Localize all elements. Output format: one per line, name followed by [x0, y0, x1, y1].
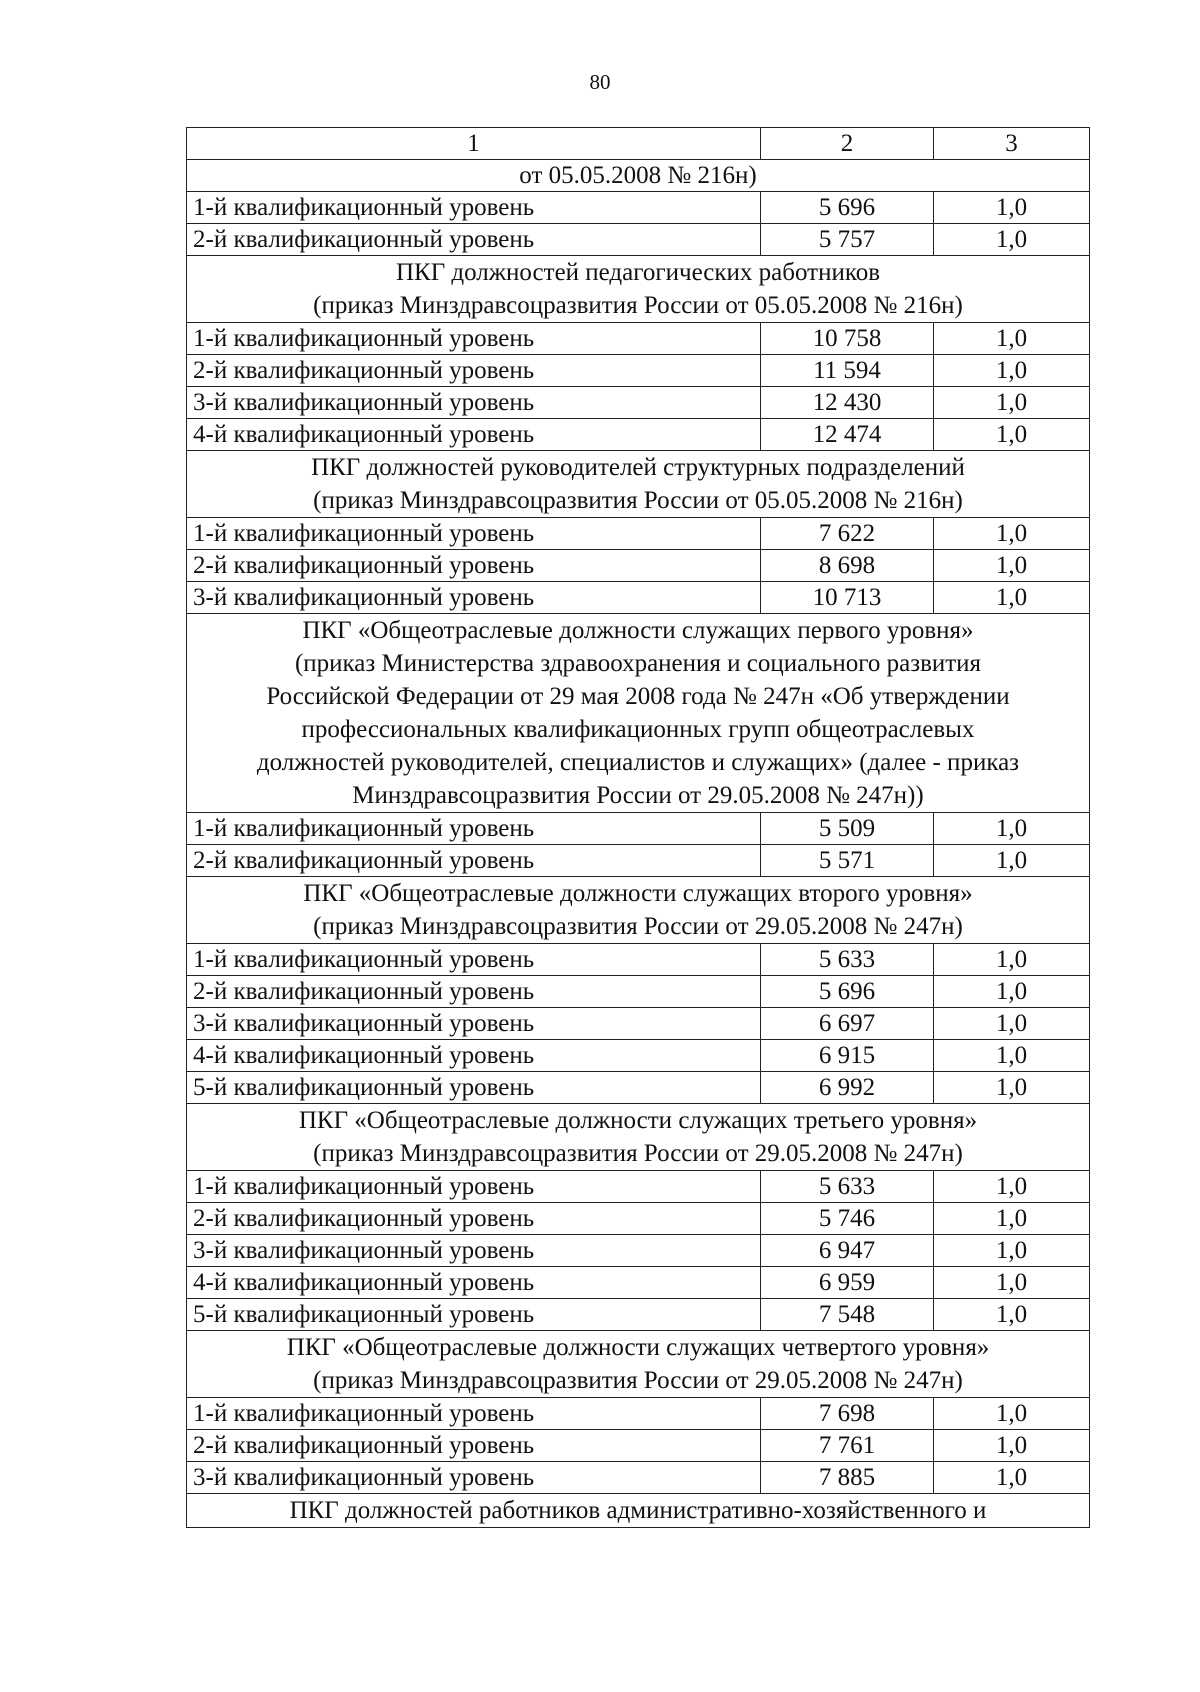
qualification-level-cell: 5-й квалификационный уровень [187, 1072, 761, 1104]
group-title-line: ПКГ должностей работников административно-хозяйственного и [289, 1497, 987, 1524]
header-col-1: 1 [187, 128, 761, 160]
salary-cell: 5 633 [761, 1171, 934, 1203]
qualification-level-cell: 1-й квалификационный уровень [187, 813, 761, 845]
table-row [187, 550, 1090, 582]
group-title-line: ПКГ должностей педагогических работников [395, 259, 881, 286]
coefficient-cell: 1,0 [934, 355, 1090, 387]
group-title-line: Минздравсоцразвития России от 29.05.2008 № 247н)) [352, 782, 924, 809]
coefficient-cell: 1,0 [934, 1203, 1090, 1235]
group-title [187, 1494, 1090, 1528]
table-row [187, 1008, 1090, 1040]
qualification-level-cell: 1-й квалификационный уровень [187, 192, 761, 224]
coefficient-cell: 1,0 [934, 976, 1090, 1008]
group-title-line: ПКГ «Общеотраслевые должности служащих первого уровня» [302, 617, 974, 644]
table-row [187, 1171, 1090, 1203]
group-header-row [187, 451, 1090, 518]
qualification-level-cell: 3-й квалификационный уровень [187, 1008, 761, 1040]
salary-cell: 11 594 [761, 355, 934, 387]
table-row [187, 845, 1090, 877]
coefficient-cell: 1,0 [934, 419, 1090, 451]
qualification-level-cell: 3-й квалификационный уровень [187, 387, 761, 419]
salary-cell: 6 947 [761, 1235, 934, 1267]
group-title [187, 614, 1090, 813]
coefficient-cell: 1,0 [934, 1235, 1090, 1267]
group-header-row [187, 1494, 1090, 1528]
group-title-line: (приказ Минздравсоцразвития России от 29.05.2008 № 247н) [313, 913, 963, 940]
group-title-line: (приказ Минздравсоцразвития России от 05.05.2008 № 216н) [313, 292, 963, 319]
coefficient-cell: 1,0 [934, 582, 1090, 614]
qualification-level-cell: 3-й квалификационный уровень [187, 1235, 761, 1267]
salary-cell: 10 758 [761, 323, 934, 355]
salary-cell: 7 548 [761, 1299, 934, 1331]
group-header-row [187, 614, 1090, 813]
group-title-line: ПКГ «Общеотраслевые должности служащих четвертого уровня» [286, 1334, 990, 1361]
salary-cell: 7 698 [761, 1398, 934, 1430]
salary-cell: 10 713 [761, 582, 934, 614]
table-row [187, 1462, 1090, 1494]
qualification-level-cell: 1-й квалификационный уровень [187, 1398, 761, 1430]
coefficient-cell: 1,0 [934, 323, 1090, 355]
salary-cell: 5 696 [761, 192, 934, 224]
salary-cell: 8 698 [761, 550, 934, 582]
salary-cell: 7 885 [761, 1462, 934, 1494]
table-row [187, 518, 1090, 550]
qualification-level-cell: 4-й квалификационный уровень [187, 1040, 761, 1072]
table-row [187, 387, 1090, 419]
table-row [187, 419, 1090, 451]
salary-cell: 5 746 [761, 1203, 934, 1235]
qualification-level-cell: 3-й квалификационный уровень [187, 582, 761, 614]
salary-cell: 12 474 [761, 419, 934, 451]
salary-table [186, 127, 1090, 1528]
group-header-row [187, 1331, 1090, 1398]
table-row [187, 1040, 1090, 1072]
qualification-level-cell: 5-й квалификационный уровень [187, 1299, 761, 1331]
coefficient-cell: 1,0 [934, 1072, 1090, 1104]
group-title-line: Российской Федерации от 29 мая 2008 года № 247н «Об утверждении [266, 683, 1010, 710]
group-header-row [187, 1104, 1090, 1171]
qualification-level-cell: 1-й квалификационный уровень [187, 323, 761, 355]
group-title [187, 877, 1090, 944]
table-row [187, 976, 1090, 1008]
coefficient-cell: 1,0 [934, 387, 1090, 419]
table-row [187, 1267, 1090, 1299]
qualification-level-cell: 1-й квалификационный уровень [187, 1171, 761, 1203]
table-row [187, 1430, 1090, 1462]
continuation-text: от 05.05.2008 № 216н) [187, 160, 1090, 192]
salary-cell: 5 633 [761, 944, 934, 976]
group-title-line: (приказ Минздравсоцразвития России от 29.05.2008 № 247н) [313, 1367, 963, 1394]
qualification-level-cell: 3-й квалификационный уровень [187, 1462, 761, 1494]
table-row [187, 944, 1090, 976]
group-title-line: ПКГ «Общеотраслевые должности служащих третьего уровня» [298, 1107, 978, 1134]
page-number: 80 [589, 70, 611, 94]
header-row [187, 128, 1090, 160]
salary-cell: 7 622 [761, 518, 934, 550]
salary-cell: 5 509 [761, 813, 934, 845]
group-title-line: (приказ Минздравсоцразвития России от 29.05.2008 № 247н) [313, 1140, 963, 1167]
table-row [187, 224, 1090, 256]
salary-cell: 6 915 [761, 1040, 934, 1072]
coefficient-cell: 1,0 [934, 1267, 1090, 1299]
group-title-line: должностей руководителей, специалистов и служащих» (далее - приказ [256, 749, 1020, 776]
qualification-level-cell: 4-й квалификационный уровень [187, 1267, 761, 1299]
group-title [187, 1104, 1090, 1171]
coefficient-cell: 1,0 [934, 224, 1090, 256]
group-title-line: ПКГ «Общеотраслевые должности служащих второго уровня» [303, 880, 973, 907]
coefficient-cell: 1,0 [934, 1008, 1090, 1040]
coefficient-cell: 1,0 [934, 1040, 1090, 1072]
table-row [187, 192, 1090, 224]
group-title [187, 451, 1090, 518]
qualification-level-cell: 2-й квалификационный уровень [187, 976, 761, 1008]
salary-cell: 12 430 [761, 387, 934, 419]
coefficient-cell: 1,0 [934, 192, 1090, 224]
table-row [187, 1235, 1090, 1267]
coefficient-cell: 1,0 [934, 1462, 1090, 1494]
header-col-3: 3 [934, 128, 1090, 160]
salary-cell: 6 697 [761, 1008, 934, 1040]
group-title-line: профессиональных квалификационных групп общеотраслевых [301, 716, 975, 743]
salary-cell: 5 757 [761, 224, 934, 256]
table-row [187, 323, 1090, 355]
group-title-line: (приказ Минздравсоцразвития России от 05.05.2008 № 216н) [313, 487, 963, 514]
coefficient-cell: 1,0 [934, 845, 1090, 877]
group-header-row [187, 877, 1090, 944]
qualification-level-cell: 2-й квалификационный уровень [187, 1203, 761, 1235]
continuation-row [187, 160, 1090, 192]
group-title [187, 1331, 1090, 1398]
salary-cell: 6 992 [761, 1072, 934, 1104]
salary-cell: 7 761 [761, 1430, 934, 1462]
group-title-line: (приказ Министерства здравоохранения и социального развития [294, 650, 982, 677]
coefficient-cell: 1,0 [934, 944, 1090, 976]
qualification-level-cell: 2-й квалификационный уровень [187, 355, 761, 387]
group-title [187, 256, 1090, 323]
header-col-2: 2 [761, 128, 934, 160]
coefficient-cell: 1,0 [934, 550, 1090, 582]
coefficient-cell: 1,0 [934, 813, 1090, 845]
table-row [187, 1398, 1090, 1430]
coefficient-cell: 1,0 [934, 1299, 1090, 1331]
qualification-level-cell: 1-й квалификационный уровень [187, 944, 761, 976]
salary-cell: 6 959 [761, 1267, 934, 1299]
qualification-level-cell: 2-й квалификационный уровень [187, 1430, 761, 1462]
table-row [187, 1203, 1090, 1235]
qualification-level-cell: 2-й квалификационный уровень [187, 845, 761, 877]
qualification-level-cell: 4-й квалификационный уровень [187, 419, 761, 451]
coefficient-cell: 1,0 [934, 1171, 1090, 1203]
table-row [187, 582, 1090, 614]
coefficient-cell: 1,0 [934, 518, 1090, 550]
group-header-row [187, 256, 1090, 323]
table-row [187, 813, 1090, 845]
table-row [187, 1299, 1090, 1331]
salary-cell: 5 571 [761, 845, 934, 877]
group-title-line: ПКГ должностей руководителей структурных подразделений [311, 454, 965, 481]
table-row [187, 1072, 1090, 1104]
qualification-level-cell: 2-й квалификационный уровень [187, 224, 761, 256]
salary-cell: 5 696 [761, 976, 934, 1008]
table-row [187, 355, 1090, 387]
coefficient-cell: 1,0 [934, 1430, 1090, 1462]
qualification-level-cell: 2-й квалификационный уровень [187, 550, 761, 582]
coefficient-cell: 1,0 [934, 1398, 1090, 1430]
qualification-level-cell: 1-й квалификационный уровень [187, 518, 761, 550]
